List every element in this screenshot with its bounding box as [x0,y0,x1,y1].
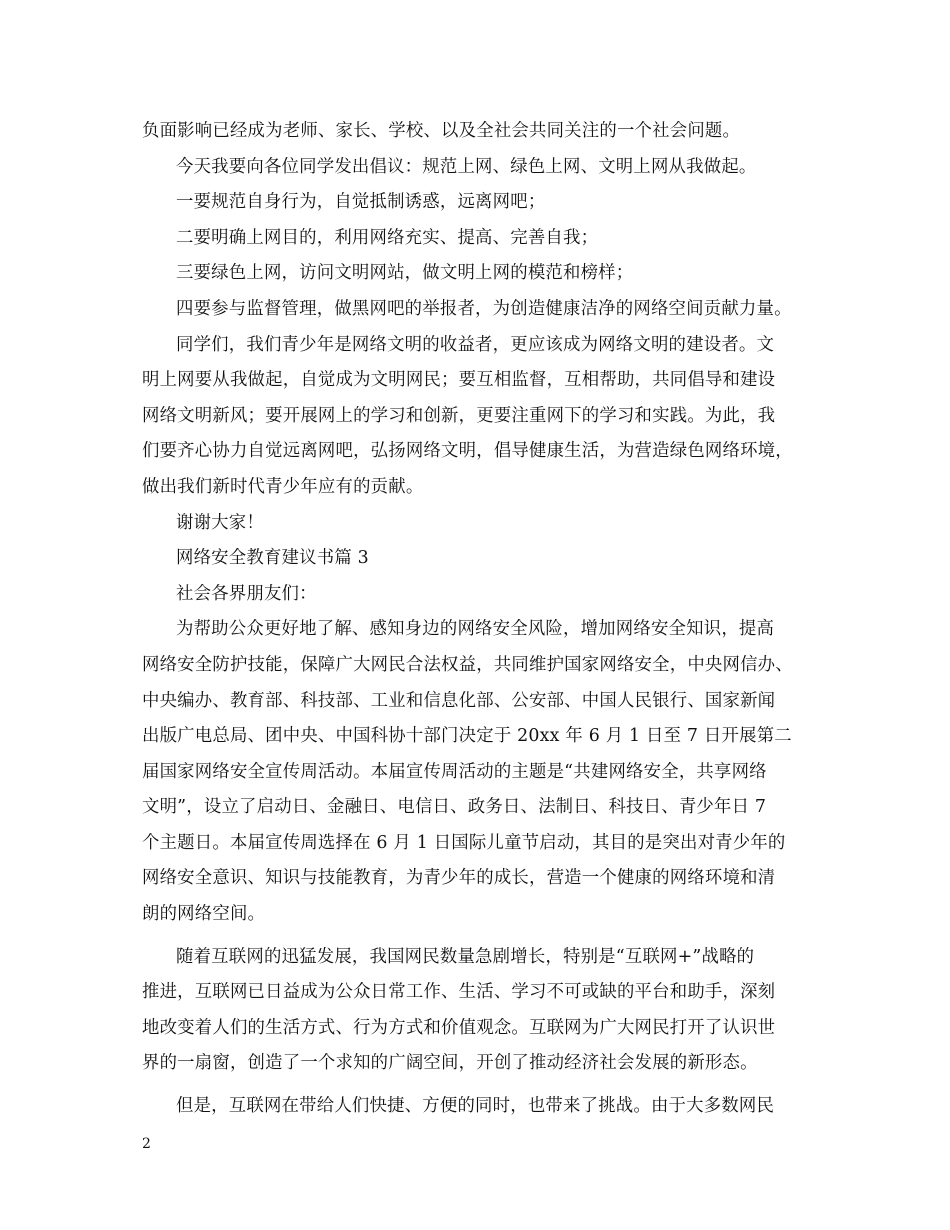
text-line: 届国家网络安全宣传周活动。本届宣传周活动的主题是“共建网络安全，共享网络 [142,761,767,782]
paragraph [142,256,832,292]
text-line: 个主题日。本届宣传周选择在 6 月 1 日国际儿童节启动，其目的是突出对青少年的 [142,832,786,853]
text-line: 网络安全防护技能，保障广大网民合法权益，共同维护国家网络安全，中央网信办、 [142,654,793,675]
paragraph [142,577,832,613]
text-line: 三要绿色上网，访问文明网站，做文明上网的模范和榜样； [176,263,634,284]
paragraph [142,506,832,542]
text-line: 推进，互联网已日益成为公众日常工作、生活、学习不可或缺的平台和助手，深刻 [142,982,776,1003]
text-line: 中央编办、教育部、科技部、工业和信息化部、公安部、中国人民银行、国家新闻 [142,690,776,711]
paragraph [142,150,832,186]
text-line: 社会各界朋友们： [176,583,317,604]
text-line: 随着互联网的迅猛发展，我国网民数量急剧增长，特别是“互联网+”战略的 [176,946,755,967]
text-line: 但是，互联网在带给人们快捷、方便的同时，也带来了挑战。由于大多数网民 [176,1096,775,1117]
paragraph [142,612,832,932]
text-line: 网络安全教育建议书篇 3 [176,548,369,569]
text-line: 谢谢大家！ [176,512,264,533]
paragraph [142,114,832,150]
paragraph [142,185,832,221]
text-line: 出版广电总局、团中央、中国科协十部门决定于 20xx 年 6 月 1 日至 7 日开展第二 [142,726,792,747]
text-line: 为帮助公众更好地了解、感知身边的网络安全风险，增加网络安全知识，提高 [176,619,775,640]
text-line: 地改变着人们的生活方式、行为方式和价值观念。互联网为广大网民打开了认识世 [142,1017,776,1038]
text-line: 文明”，设立了启动日、金融日、电信日、政务日、法制日、科技日、青少年日 7 [142,797,767,818]
paragraph-gap [142,933,832,940]
paragraph [142,328,832,506]
text-line: 明上网要从我做起，自觉成为文明网民；要互相监督，互相帮助，共同倡导和建设 [142,370,776,391]
paragraph-gap [142,1082,832,1089]
text-line: 一要规范自身行为，自觉抵制诱惑，远离网吧； [176,192,546,213]
text-line: 同学们，我们青少年是网络文明的收益者，更应该成为网络文明的建设者。文 [176,334,775,355]
text-line: 界的一扇窗，创造了一个求知的广阔空间，开创了推动经济社会发展的新形态。 [142,1053,758,1074]
paragraph [142,292,832,328]
paragraph [142,940,832,1082]
text-line: 网络文明新风；要开展网上的学习和创新，更要注重网下的学习和实践。为此，我 [142,405,776,426]
paragraph [142,541,832,577]
text-line: 四要参与监督管理，做黑网吧的举报者，为创造健康洁净的网络空间贡献力量。 [176,298,792,319]
text-line: 做出我们新时代青少年应有的贡献。 [142,476,424,497]
text-line: 二要明确上网目的，利用网络充实、提高、完善自我； [176,227,599,248]
text-line: 今天我要向各位同学发出倡议：规范上网、绿色上网、文明上网从我做起。 [176,156,757,177]
document-body [142,114,832,1125]
paragraph [142,1089,832,1125]
page-number: 2 [142,1136,151,1152]
text-line: 网络安全意识、知识与技能教育，为青少年的成长，营造一个健康的网络环境和清 [142,868,776,889]
text-line: 们要齐心协力自觉远离网吧，弘扬网络文明，倡导健康生活，为营造绿色网络环境， [142,441,793,462]
text-line: 朗的网络空间。 [142,904,266,925]
text-line: 负面影响已经成为老师、家长、学校、以及全社会共同关注的一个社会问题。 [142,121,741,141]
paragraph [142,221,832,257]
